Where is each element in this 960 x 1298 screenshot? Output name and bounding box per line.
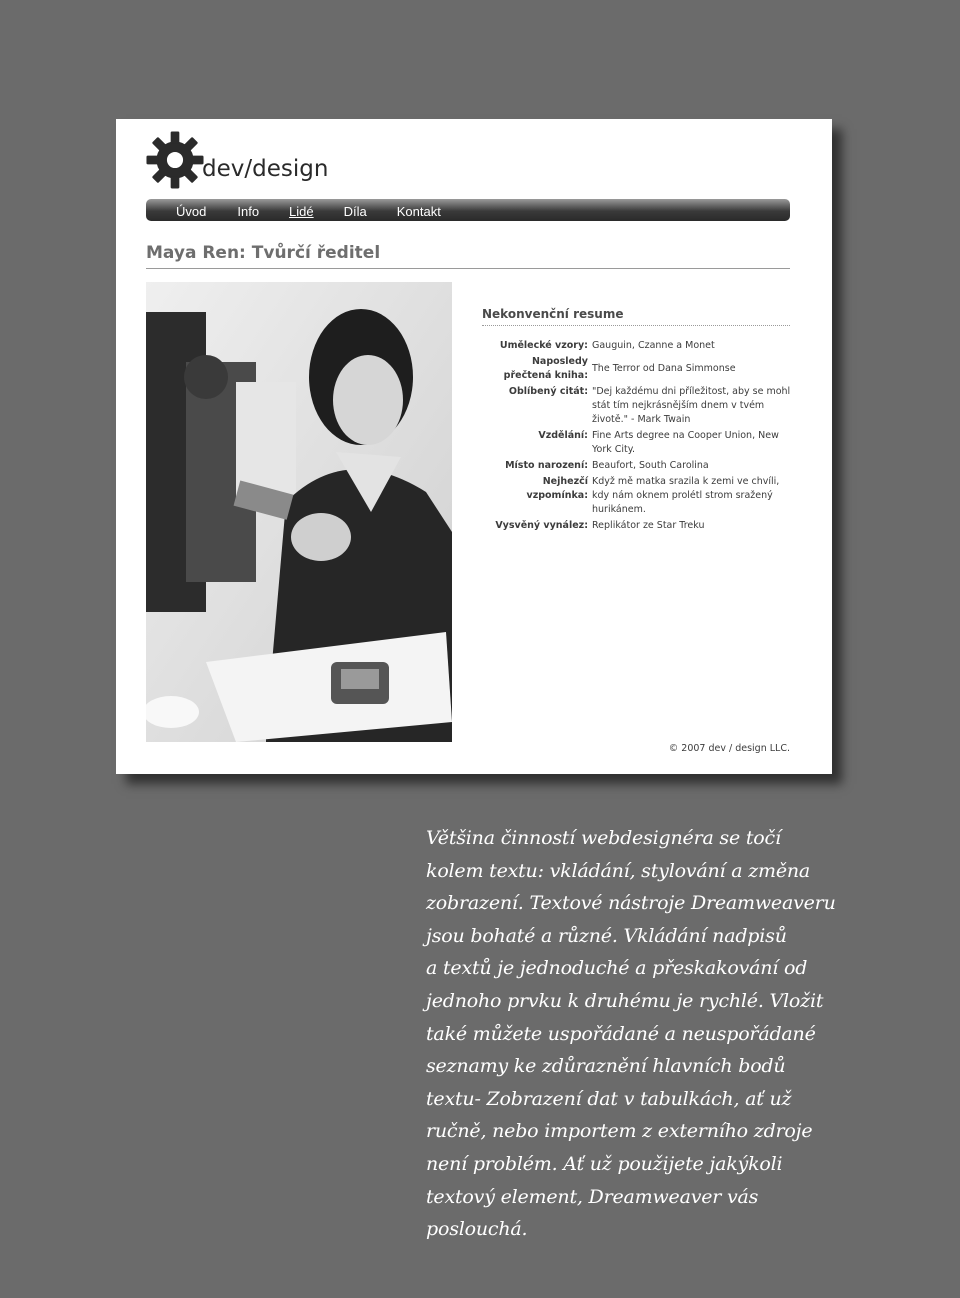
caption-paragraph <box>426 822 846 1246</box>
logo <box>144 125 206 195</box>
resume-list <box>482 339 792 535</box>
portrait-photo <box>146 282 452 742</box>
resume-row <box>482 385 792 427</box>
resume-label: Umělecké vzory: <box>499 340 588 351</box>
resume-label: Naposledy přečtená kniha: <box>503 356 588 381</box>
caption-line: a textů je jednoduché a přeskakování od <box>426 957 808 980</box>
resume-row <box>482 355 792 383</box>
caption-line: také můžete uspořádané a neuspořádané <box>426 1022 816 1045</box>
resume-label: Vzdělání: <box>538 430 588 441</box>
resume-value: Replikátor ze Star Treku <box>592 520 705 531</box>
resume-heading: Nekonvenční resume <box>482 307 624 321</box>
gear-logo-icon <box>144 129 206 191</box>
resume-divider <box>482 325 790 326</box>
resume-row <box>482 459 792 473</box>
copyright: © 2007 dev / design LLC. <box>668 743 790 754</box>
caption-line: zobrazení. Textové nástroje Dreamweaveru <box>426 892 836 915</box>
nav-item-dila[interactable]: Díla <box>343 203 367 219</box>
nav-item-kontakt[interactable]: Kontakt <box>396 203 441 219</box>
resume-label: Nejhezčí vzpomínka: <box>526 476 588 501</box>
caption-line: textu- Zobrazení dat v tabulkách, ať už <box>426 1087 792 1110</box>
resume-value: Gauguin, Czanne a Monet <box>592 340 715 351</box>
title-divider <box>146 268 790 269</box>
resume-value: "Dej každému dni příležitost, aby se mohl stát tím nejkrásnějším dnem v tvém životě." - Mark Twain <box>592 386 791 425</box>
caption-line: Většina činností webdesignéra se točí <box>426 827 781 849</box>
nav-item-lide[interactable]: Lidé <box>289 203 314 219</box>
resume-label: Oblíbený citát: <box>508 386 588 397</box>
resume-value: Když mě matka srazila k zemi ve chvíli, kdy nám oknem prolétl strom sražený hurikánem. <box>592 476 780 515</box>
resume-row <box>482 339 792 353</box>
caption-line: textový element, Dreamweaver vás <box>426 1185 759 1208</box>
caption-line: jednoho prvku k druhému je rychlé. Vložit <box>426 989 824 1012</box>
resume-label: Místo narození: <box>505 460 588 471</box>
resume-row <box>482 519 792 533</box>
resume-row <box>482 429 792 457</box>
resume-value: Beaufort, South Carolina <box>592 460 709 471</box>
main-nav <box>146 199 790 221</box>
brand-name: dev/design <box>202 156 329 182</box>
nav-item-uvod[interactable]: Úvod <box>176 203 207 219</box>
caption-line: není problém. Ať už použijete jakýkoli <box>426 1152 783 1175</box>
caption-line: seznamy ke zdůraznění hlavních bodů <box>426 1055 786 1078</box>
caption-line: poslouchá. <box>426 1218 528 1241</box>
resume-value: The Terror od Dana Simmonse <box>592 363 736 374</box>
website-screenshot <box>116 119 832 774</box>
resume-value: Fine Arts degree na Cooper Union, New York City. <box>592 430 779 455</box>
caption-line: kolem textu: vkládání, stylování a změna <box>426 859 811 882</box>
caption-line: jsou bohaté a různé. Vkládání nadpisů <box>426 924 787 947</box>
resume-label: Vysvěný vynález: <box>495 520 588 531</box>
resume-row <box>482 475 792 517</box>
page-title: Maya Ren: Tvůrčí ředitel <box>146 243 381 263</box>
caption-line: ručně, nebo importem z externího zdroje <box>426 1120 813 1143</box>
nav-item-info[interactable]: Info <box>237 203 260 219</box>
